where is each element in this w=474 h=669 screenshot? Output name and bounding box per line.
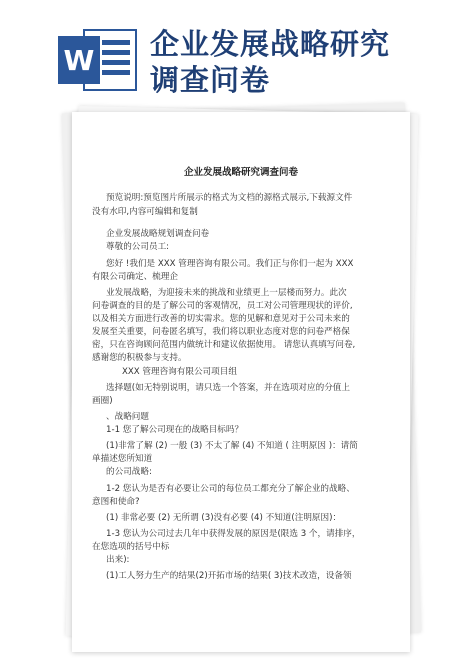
answer-options-line: (1)非常了解 (2) 一般 (3) 不太了解 (4) 不知道 ( 注明原因 )：请简 <box>106 441 358 451</box>
section-heading: 、战略问题 <box>106 412 149 422</box>
survey-heading: 企业发展战略规划调查问卷 <box>106 229 210 239</box>
question-line: 意图和使命? <box>92 497 140 507</box>
preview-note-line: 没有水印,内容可编辑和复制 <box>92 207 198 217</box>
question-line: 在您选项的括号中标 <box>92 542 170 552</box>
answer-options-line: 单描述您所知道 <box>92 454 153 464</box>
document-page <box>72 112 410 652</box>
signature-line: XXX 管理咨询有限公司项目组 <box>122 367 237 377</box>
question-line: 1-1 您了解公司现在的战略目标吗？ <box>106 425 244 435</box>
paragraph-line: 发展至关重要，问卷匿名填写，我们将以职业态度对您的问卷严格保 <box>92 327 350 337</box>
page-title <box>150 26 465 98</box>
word-document-icon <box>58 28 138 92</box>
paragraph-line: 以及相关方面进行改善的切实需求。您的见解和意见对于公司未来的 <box>92 314 350 324</box>
salutation: 尊敬的公司员工: <box>106 242 170 252</box>
paragraph-line: 密，只在咨询顾问范围内做统计和建议依据使用。 请您认真填写问卷, <box>92 340 356 350</box>
question-line: 1-3 您认为公司过去几年中获得发展的原因是(限选 3 个，请排序， <box>106 529 361 539</box>
title-line-1: 企业发展战略研究 <box>150 27 391 61</box>
word-logo-letter: W <box>63 44 95 77</box>
question-line: 1-2 您认为是否有必要让公司的每位员工都充分了解企业的战略、 <box>106 484 355 494</box>
answer-options-line: (1) 非常必要 (2) 无所谓 (3)没有必要 (4) 不知道(注明原因)： <box>106 513 342 523</box>
answer-options-line: (1)工人努力生产的结果(2)开拓市场的结果( 3)技术改造，设备领 <box>106 571 352 581</box>
question-line: 出来): <box>106 555 130 565</box>
paragraph-line: 您好 !我们是 XXX 管理咨询有限公司。我们正与你们一起为 XXX <box>106 259 354 269</box>
instruction-line: 画圈) <box>92 396 113 406</box>
paragraph-line: 问卷调查的目的是了解公司的客观情况，员工对公司管理现状的评价, <box>92 301 353 311</box>
paragraph-line: 业发展战略，为迎接未来的挑战和业绩更上一层楼而努力。此次 <box>106 288 347 298</box>
header-banner <box>0 0 474 110</box>
title-line-2: 调查问卷 <box>150 63 271 97</box>
document-title: 企业发展战略研究调查问卷 <box>183 167 298 178</box>
instruction-line: 选择题(如无特别说明，请只选一个答案，并在选项对应的分值上 <box>106 383 350 393</box>
paragraph-line: 感谢您的积极参与支持。 <box>92 353 187 363</box>
paragraph-line: 有限公司确定、梳理企 <box>92 272 178 282</box>
preview-note-line: 预览说明:预览图片所展示的格式为文档的源格式展示,下载源文件 <box>106 193 353 203</box>
answer-options-line: 的公司战略: <box>106 467 152 477</box>
